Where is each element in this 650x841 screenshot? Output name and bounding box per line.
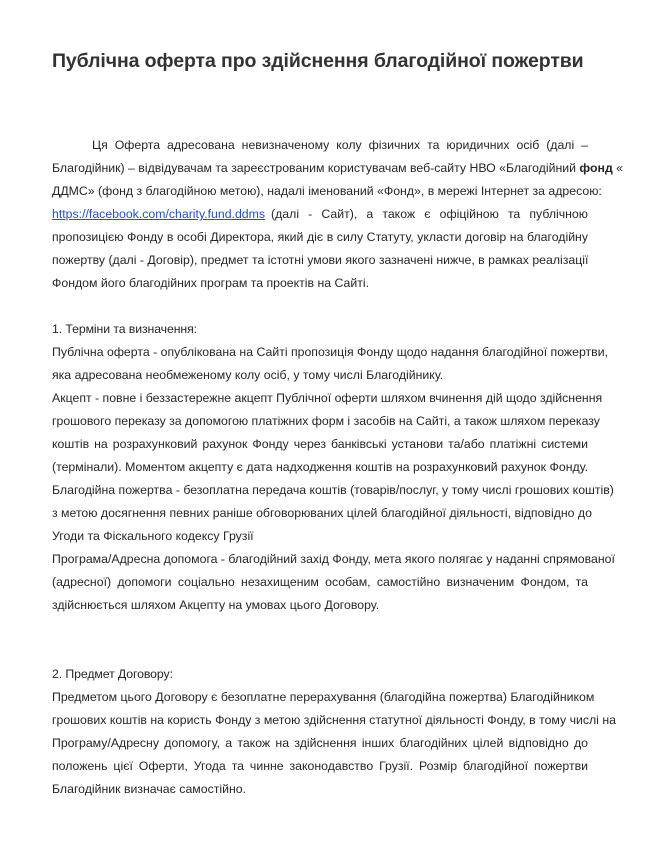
intro-line-3: ДДМС» (фонд з благодійною метою), надалі іменований «Фонд», в мережі Інтернет за адресою:	[52, 184, 602, 198]
section-1-line: з метою досягнення певних раніше обговорюваних цілей благодійної діяльності, відповідно до	[52, 506, 592, 520]
section-1-line: Благодійна пожертва - безоплатна передача коштів (товарів/послуг, у тому числі грошових коштів)	[52, 483, 614, 497]
intro-fund-word: фонд	[579, 161, 613, 175]
section-2-line: Предметом цього Договору є безоплатне перерахування (благодійна пожертва) Благодійником	[52, 690, 595, 704]
intro-line-6: пожертву (далі - Договір), предмет та істотні умови якого зазначені нижче, в рамках реалізації	[52, 253, 589, 267]
section-1-line: Програма/Адресна допомога - благодійний захід Фонду, мета якого полягає у наданні спрямованої	[52, 552, 615, 566]
section-1-line: Публічна оферта - опублікована на Сайті пропозиція Фонду щодо надання благодійної пожертви,	[52, 345, 608, 359]
page-title: Публічна оферта про здійснення благодійної пожертви	[52, 50, 584, 72]
intro-line-2-text: Благодійник) – відвідувачам та зареєстрованим користувачам веб-сайту НВО «Благодійний	[52, 161, 580, 175]
section-1-line: (адресної) допомоги соціально незахищеним особам, самостійно визначеним Фондом, та	[52, 575, 588, 589]
section-1-line: грошового переказу за допомогою платіжних форм і засобів на Сайті, а також шляхом переказу	[52, 414, 600, 428]
facebook-link[interactable]: https://facebook.com/charity.fund.ddms	[52, 207, 266, 221]
section-2-heading: 2. Предмет Договору:	[52, 667, 173, 681]
section-2-line: Благодійник визначає самостійно.	[52, 782, 247, 796]
section-1-line: коштів на розрахунковий рахунок Фонду через банківські установи та/або платіжні системи	[52, 437, 588, 451]
section-2-line: Програму/Адресну допомогу, а також на здійснення інших благодійних цілей відповідно до	[52, 736, 588, 750]
section-1-line: Акцепт - повне і беззастережне акцепт Публічної оферти шляхом вчинення дій щодо здійснення	[52, 391, 603, 405]
section-2-line: положень цієї Оферти, Угода та чинне законодавство Грузії. Розмір благодійної пожертви	[52, 759, 588, 773]
section-1-heading: 1. Терміни та визначення:	[52, 322, 197, 336]
intro-line-4-rest: (далі - Сайт), а також є офіційною та публічною	[271, 207, 588, 221]
intro-line-5: пропозицією Фонду в особі Директора, який діє в силу Статуту, укласти договір на благодійну	[52, 230, 588, 244]
section-1-line: яка адресована необмеженому колу осіб, у тому числі Благодійнику.	[52, 368, 444, 382]
intro-line-1: Ця Оферта адресована невизначеному колу фізичних та юридичних осіб (далі –	[92, 138, 588, 152]
intro-line-7: Фондом його благодійних програм та проектів на Сайті.	[52, 276, 370, 290]
intro-line-2-end: «	[612, 161, 624, 175]
section-1-line: (термінали). Моментом акцепту є дата надходження коштів на розрахунковий рахунок Фонду.	[52, 460, 588, 474]
section-2-line: грошових коштів на користь Фонду з метою здійснення статутної діяльності Фонду, в тому числі на	[52, 713, 616, 727]
section-1-line: Угоди та Фіскального кодексу Грузії	[52, 529, 254, 543]
intro-line-4	[52, 206, 588, 222]
intro-line-2	[52, 160, 624, 176]
section-1-line: здійснюється шляхом Акцепту на умовах цього Договору.	[52, 598, 380, 612]
